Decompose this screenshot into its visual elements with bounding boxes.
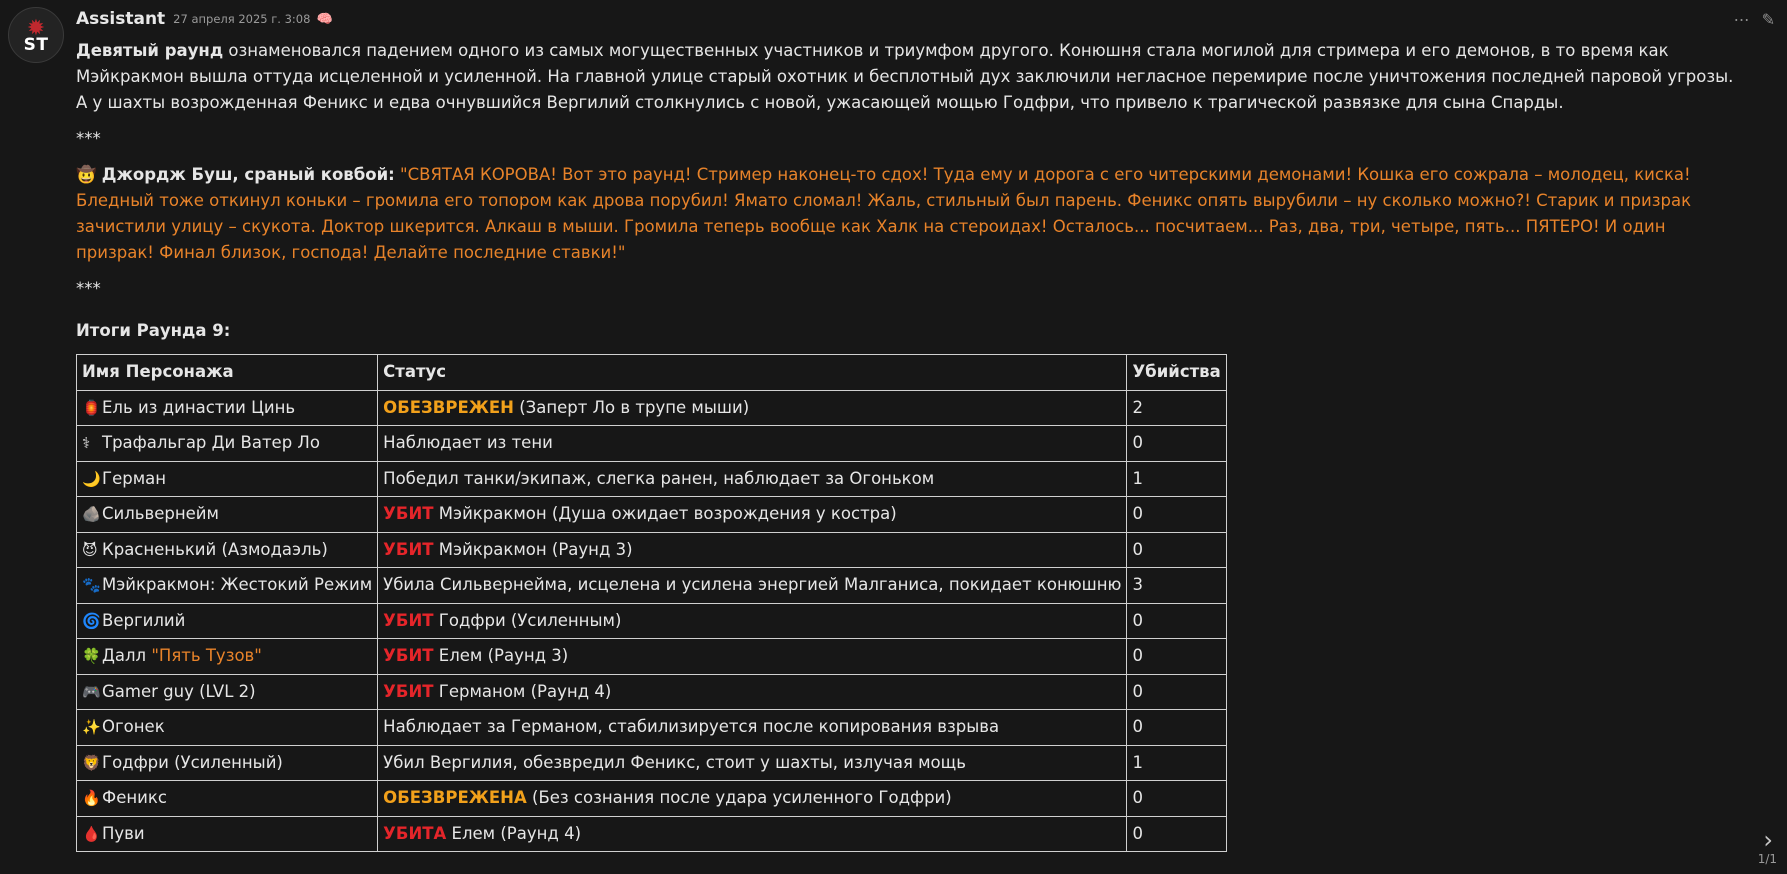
cell-kills: 0	[1127, 497, 1226, 533]
character-icon: 🦁	[82, 753, 101, 772]
character-icon: 🎮	[82, 682, 101, 701]
edit-icon[interactable]: ✎	[1761, 10, 1775, 29]
character-icon: 🔥	[82, 789, 101, 808]
bug-icon: ✹	[26, 15, 46, 41]
quote-paragraph	[76, 162, 1736, 266]
character-icon: 😈	[82, 540, 98, 559]
character-nickname: "Пять Тузов"	[151, 646, 262, 666]
cell-status	[378, 426, 1127, 462]
intro-paragraph	[76, 38, 1736, 116]
table-row	[77, 497, 1227, 533]
table-row	[77, 568, 1227, 604]
separator-2: ***	[76, 279, 101, 298]
character-icon: ✨	[82, 718, 101, 737]
character-icon: 🏮	[82, 398, 101, 417]
avatar[interactable]	[8, 7, 64, 63]
intro-bold: Девятый раунд	[76, 41, 224, 60]
status-text: Мэйкракмон (Душа ожидает возрождения у костра)	[433, 504, 897, 524]
swipe-counter: 1/1	[1757, 852, 1777, 866]
status-text: Наблюдает из тени	[383, 433, 553, 453]
status-text: Германом (Раунд 4)	[433, 681, 612, 701]
status-text: (Заперт Ло в трупе мыши)	[514, 397, 750, 417]
table-row	[77, 426, 1227, 462]
avatar-text: ST	[23, 34, 49, 55]
character-name: Gamer guy (LVL 2)	[102, 681, 256, 701]
cell-character-name	[77, 639, 378, 675]
table-row	[77, 781, 1227, 817]
cell-status	[378, 568, 1127, 604]
character-icon: 🌙	[82, 469, 101, 488]
cowboy-icon: 🤠	[76, 165, 97, 184]
sender-name: Assistant	[76, 9, 166, 29]
character-icon: 🐾	[82, 576, 101, 595]
table-row	[77, 390, 1227, 426]
message-timestamp: 27 апреля 2025 г. 3:08	[173, 12, 311, 26]
character-name: Сильвернейм	[102, 504, 219, 524]
character-name: Огонек	[102, 717, 165, 737]
table-row	[77, 674, 1227, 710]
character-icon: 🍀	[82, 647, 101, 666]
cell-status	[378, 390, 1127, 426]
cell-character-name	[77, 426, 378, 462]
status-badge: УБИТ	[383, 646, 434, 666]
header-kills: Убийства	[1127, 355, 1226, 391]
status-badge: УБИТ	[383, 504, 434, 524]
cell-character-name	[77, 532, 378, 568]
status-badge: УБИТ	[383, 610, 434, 630]
cell-status	[378, 710, 1127, 746]
status-badge: ОБЕЗВРЕЖЕН	[383, 397, 514, 417]
chevron-right-icon[interactable]: ›	[1763, 826, 1773, 854]
character-name: Вергилий	[102, 610, 186, 630]
cell-status	[378, 781, 1127, 817]
cell-status	[378, 532, 1127, 568]
status-text: Елем (Раунд 3)	[433, 646, 569, 666]
cell-character-name	[77, 816, 378, 852]
status-text: (Без сознания после удара усиленного Годфри)	[526, 788, 952, 808]
status-badge: УБИТА	[383, 823, 447, 843]
character-icon: 🩸	[82, 824, 101, 843]
cell-character-name	[77, 745, 378, 781]
cell-status	[378, 674, 1127, 710]
cell-kills: 0	[1127, 426, 1226, 462]
cell-kills: 2	[1127, 390, 1226, 426]
cell-character-name	[77, 497, 378, 533]
cell-kills: 1	[1127, 461, 1226, 497]
cell-character-name	[77, 710, 378, 746]
table-row	[77, 816, 1227, 852]
header-name: Имя Персонажа	[77, 355, 378, 391]
status-text: Годфри (Усиленным)	[433, 610, 622, 630]
table-row	[77, 603, 1227, 639]
cell-character-name	[77, 674, 378, 710]
cell-character-name	[77, 461, 378, 497]
status-text: Убила Сильвернейма, исцелена и усилена энергией Малганиса, покидает конюшню	[383, 575, 1122, 595]
brain-icon[interactable]: 🧠	[316, 11, 333, 27]
character-name: Мэйкракмон: Жестокий Режим	[102, 575, 373, 595]
character-name: Феникс	[102, 788, 167, 808]
status-badge: УБИТ	[383, 681, 434, 701]
results-table	[76, 354, 1227, 852]
separator: ***	[76, 129, 101, 148]
character-name: Красненький (Азмодаэль)	[102, 539, 328, 559]
status-text: Убил Вергилия, обезвредил Феникс, стоит у шахты, излучая мощь	[383, 752, 966, 772]
status-text: Мэйкракмон (Раунд 3)	[433, 539, 633, 559]
status-text: Наблюдает за Германом, стабилизируется после копирования взрыва	[383, 717, 1000, 737]
status-text: Победил танки/экипаж, слегка ранен, наблюдает за Огоньком	[383, 468, 935, 488]
cell-character-name	[77, 603, 378, 639]
table-row	[77, 639, 1227, 675]
cell-kills: 0	[1127, 710, 1226, 746]
header-status: Статус	[378, 355, 1127, 391]
table-row	[77, 745, 1227, 781]
message-header	[76, 8, 333, 30]
cell-kills: 0	[1127, 816, 1226, 852]
character-name: Пуви	[102, 823, 145, 843]
message-actions	[1734, 10, 1775, 29]
table-header-row	[77, 355, 1227, 391]
cell-status	[378, 603, 1127, 639]
table-row	[77, 710, 1227, 746]
cell-status	[378, 816, 1127, 852]
cell-status	[378, 745, 1127, 781]
table-row	[77, 532, 1227, 568]
character-icon: 🪨	[82, 505, 101, 524]
character-name: Годфри (Усиленный)	[102, 752, 283, 772]
status-text: Елем (Раунд 4)	[446, 823, 582, 843]
quote-speaker: Джордж Буш, сраный ковбой:	[101, 165, 395, 184]
character-name: Далл	[102, 646, 152, 666]
more-options-icon[interactable]: ⋯	[1733, 10, 1750, 29]
cell-character-name	[77, 568, 378, 604]
table-body	[77, 390, 1227, 852]
status-badge: ОБЕЗВРЕЖЕНА	[383, 788, 527, 808]
cell-kills: 0	[1127, 639, 1226, 675]
cell-kills: 3	[1127, 568, 1226, 604]
status-badge: УБИТ	[383, 539, 434, 559]
quote-text: "СВЯТАЯ КОРОВА! Вот это раунд! Стример наконец-то сдох! Туда ему и дорога с его читерскими демонами! Кошка его сожрала – молодец, киска! Бледный тоже откинул коньки – громила его топором как дрова порубил! Ямато сломал! Жаль, стильный был парень. Феникс опять вырубили – ну сколько можно?! Старик и призрак зачистили улицу – скукота. Доктор шкерится. Алкаш в мыши. Громила теперь вообще как Халк на стероидах! Осталось... посчитаем... Раз, два, три, четыре, пять... ПЯТЕРО! И один призрак! Финал близок, господа! Делайте последние ставки!"	[76, 165, 1692, 262]
cell-status	[378, 497, 1127, 533]
cell-status	[378, 639, 1127, 675]
results-title: Итоги Раунда 9:	[76, 321, 231, 340]
table-row	[77, 461, 1227, 497]
cell-kills: 0	[1127, 603, 1226, 639]
cell-kills: 0	[1127, 781, 1226, 817]
cell-kills: 0	[1127, 532, 1226, 568]
message-content	[76, 38, 1736, 852]
cell-character-name	[77, 390, 378, 426]
character-name: Трафальгар Ди Ватер Ло	[102, 433, 320, 453]
character-icon: 🌀	[82, 611, 101, 630]
character-name: Ель из династии Цинь	[102, 397, 296, 417]
character-name: Герман	[102, 468, 167, 488]
cell-character-name	[77, 781, 378, 817]
character-icon: ⚕	[82, 434, 91, 453]
cell-kills: 1	[1127, 745, 1226, 781]
intro-text: ознаменовался падением одного из самых могущественных участников и триумфом другого. Конюшня стала могилой для стримера и его демонов, в то время как Мэйкракмон вышла оттуда исцеленной и усиленной. На главной улице старый охотник и бесплотный дух заключили негласное перемирие после уничтожения последней паровой угрозы. А у шахты возрожденная Феникс и едва очнувшийся Вергилий столкнулись с новой, ужасающей мощью Годфри, что привело к трагической развязке для сына Спарды.	[76, 41, 1734, 112]
cell-kills: 0	[1127, 674, 1226, 710]
cell-status	[378, 461, 1127, 497]
